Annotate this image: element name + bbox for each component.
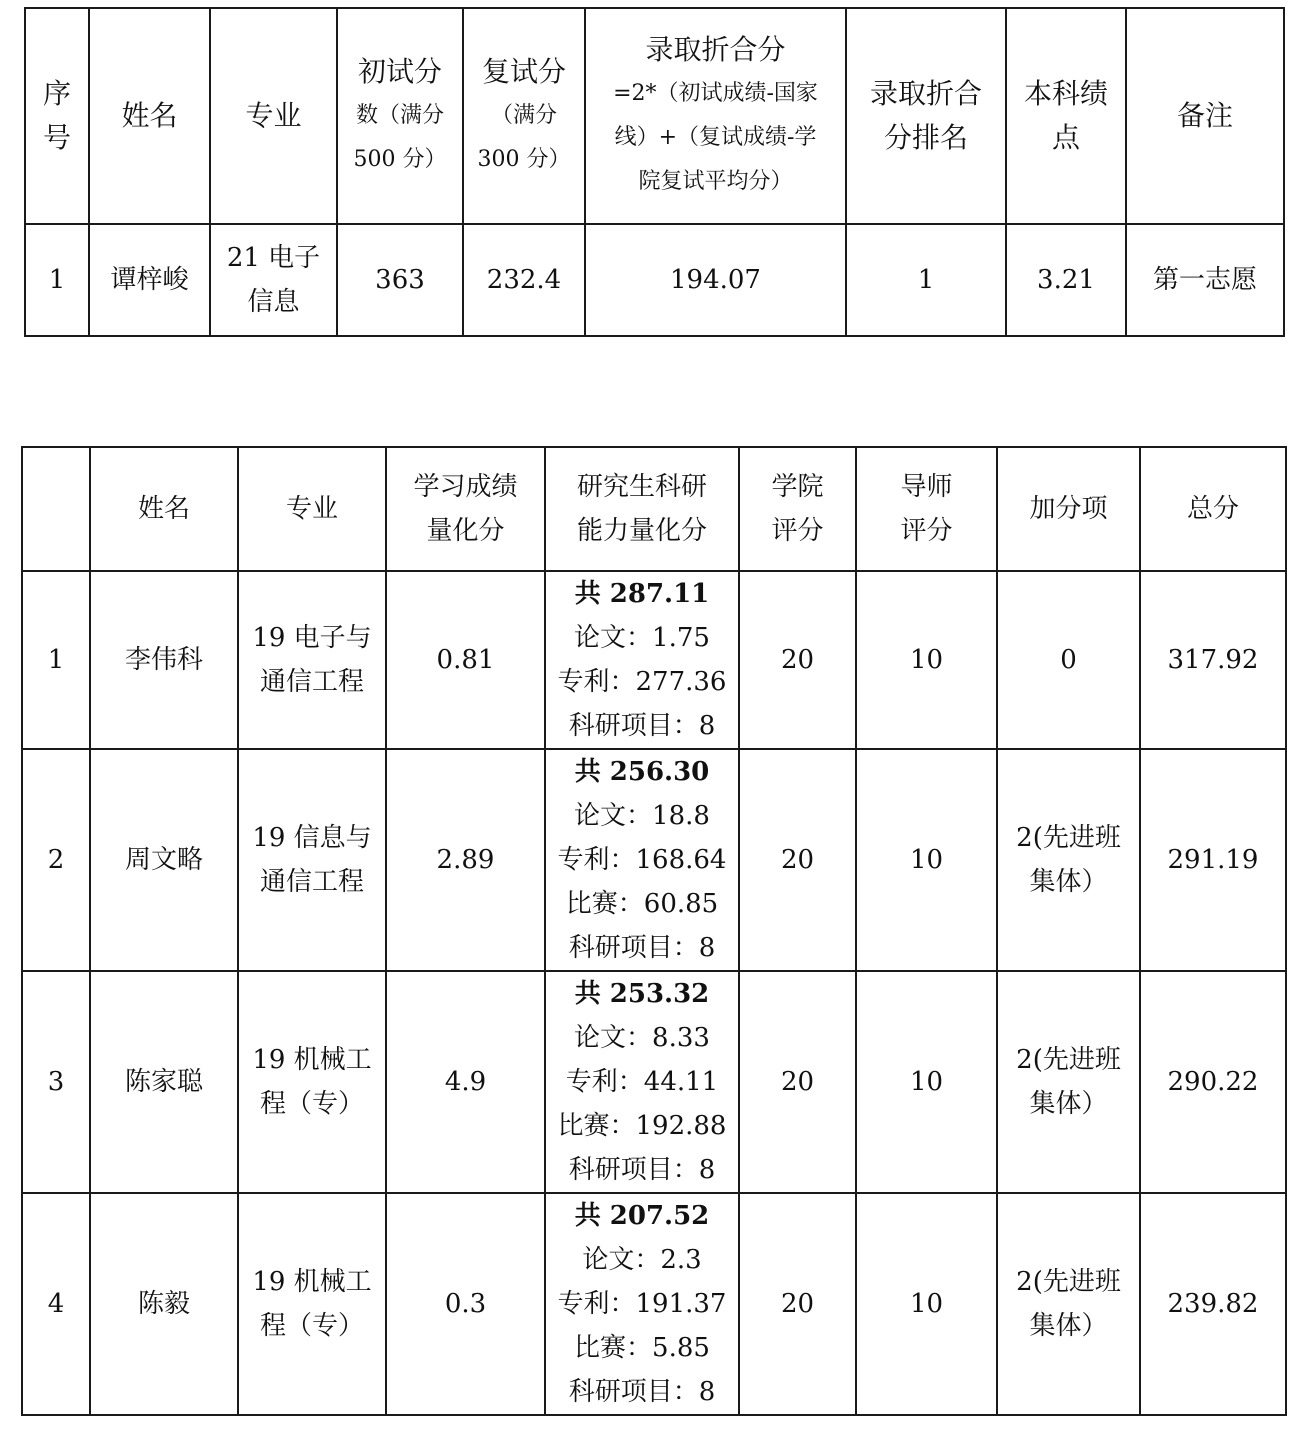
t1-cell-gpa: 3.21 <box>1006 224 1126 336</box>
t2-cell-college-score: 20 <box>739 971 856 1193</box>
t2-cell-college-score: 20 <box>739 749 856 971</box>
t1-cell-index: 1 <box>25 224 89 336</box>
t2-cell-total: 290.22 <box>1140 971 1286 1193</box>
t2-cell-advisor-score: 10 <box>856 971 997 1193</box>
t1-cell-converted-score: 194.07 <box>585 224 846 336</box>
t2-cell-major: 19 信息与 通信工程 <box>238 749 386 971</box>
t2-cell-bonus: 2(先进班 集体） <box>997 749 1140 971</box>
t2-header-name: 姓名 <box>90 447 238 571</box>
t2-cell-major: 19 机械工 程（专） <box>238 971 386 1193</box>
t2-cell-major: 19 机械工 程（专） <box>238 1193 386 1415</box>
t2-cell-college-score: 20 <box>739 571 856 749</box>
t2-cell-advisor-score: 10 <box>856 749 997 971</box>
t2-cell-research-score: 共 256.30 论文：18.8 专利：168.64 比赛：60.85 科研项目：8 <box>545 749 739 971</box>
t2-cell-research-score: 共 207.52 论文：2.3 专利：191.37 比赛：5.85 科研项目：8 <box>545 1193 739 1415</box>
t2-cell-bonus: 2(先进班 集体） <box>997 1193 1140 1415</box>
t1-cell-initial-score: 363 <box>337 224 463 336</box>
table-row <box>22 571 1286 749</box>
t1-cell-rank: 1 <box>846 224 1006 336</box>
t2-header-major: 专业 <box>238 447 386 571</box>
t2-cell-advisor-score: 10 <box>856 1193 997 1415</box>
t2-cell-name: 陈毅 <box>90 1193 238 1415</box>
t2-header-study-score: 学习成绩 量化分 <box>386 447 545 571</box>
t2-cell-college-score: 20 <box>739 1193 856 1415</box>
t1-header-name: 姓名 <box>89 8 210 224</box>
t1-header-retest-score: 复试分 （满分 300 分） <box>463 8 585 224</box>
t1-header-gpa: 本科绩 点 <box>1006 8 1126 224</box>
t2-cell-bonus: 2(先进班 集体） <box>997 971 1140 1193</box>
t2-cell-advisor-score: 10 <box>856 571 997 749</box>
t2-cell-name: 李伟科 <box>90 571 238 749</box>
t2-cell-study-score: 4.9 <box>386 971 545 1193</box>
t1-header-converted-score: 录取折合分 =2*（初试成绩-国家 线）+（复试成绩-学 院复试平均分） <box>585 8 846 224</box>
t2-cell-study-score: 0.3 <box>386 1193 545 1415</box>
t2-header-advisor-score: 导师 评分 <box>856 447 997 571</box>
t2-cell-major: 19 电子与 通信工程 <box>238 571 386 749</box>
t2-cell-study-score: 0.81 <box>386 571 545 749</box>
t1-header-initial-score: 初试分 数（满分 500 分） <box>337 8 463 224</box>
table-row <box>22 749 1286 971</box>
t2-cell-name: 陈家聪 <box>90 971 238 1193</box>
t2-header-index <box>22 447 90 571</box>
admission-score-table <box>24 7 1285 337</box>
t2-cell-total: 291.19 <box>1140 749 1286 971</box>
t1-cell-retest-score: 232.4 <box>463 224 585 336</box>
t1-cell-major: 21 电子 信息 <box>210 224 337 336</box>
t1-cell-name: 谭梓峻 <box>89 224 210 336</box>
t1-header-index: 序 号 <box>25 8 89 224</box>
t1-cell-note: 第一志愿 <box>1126 224 1284 336</box>
t2-cell-name: 周文略 <box>90 749 238 971</box>
comprehensive-score-table <box>21 446 1287 1416</box>
table-row <box>22 971 1286 1193</box>
table1-header-row <box>25 8 1284 224</box>
t2-cell-research-score: 共 287.11 论文：1.75 专利：277.36 科研项目：8 <box>545 571 739 749</box>
t2-cell-index: 2 <box>22 749 90 971</box>
table2-header-row <box>22 447 1286 571</box>
table-row <box>25 224 1284 336</box>
t1-header-note: 备注 <box>1126 8 1284 224</box>
t2-cell-research-score: 共 253.32 论文：8.33 专利：44.11 比赛：192.88 科研项目：8 <box>545 971 739 1193</box>
t2-header-research-score: 研究生科研 能力量化分 <box>545 447 739 571</box>
t1-header-rank: 录取折合 分排名 <box>846 8 1006 224</box>
t2-cell-index: 4 <box>22 1193 90 1415</box>
table-row <box>22 1193 1286 1415</box>
t2-header-total: 总分 <box>1140 447 1286 571</box>
t2-cell-study-score: 2.89 <box>386 749 545 971</box>
t2-header-college-score: 学院 评分 <box>739 447 856 571</box>
t2-cell-total: 317.92 <box>1140 571 1286 749</box>
t2-cell-index: 1 <box>22 571 90 749</box>
t2-cell-total: 239.82 <box>1140 1193 1286 1415</box>
t2-cell-index: 3 <box>22 971 90 1193</box>
t1-header-major: 专业 <box>210 8 337 224</box>
t2-cell-bonus: 0 <box>997 571 1140 749</box>
t2-header-bonus: 加分项 <box>997 447 1140 571</box>
